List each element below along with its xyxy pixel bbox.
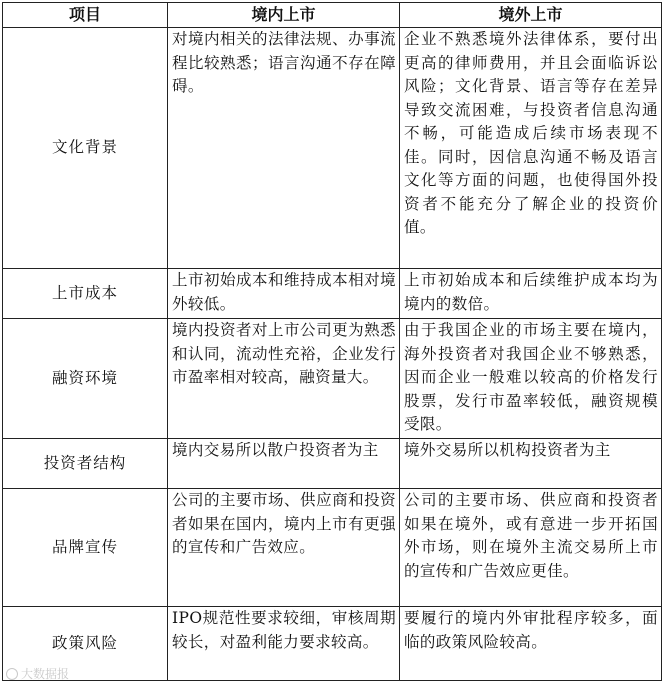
table-row	[3, 439, 662, 489]
row-label: 文化背景	[3, 28, 168, 269]
domestic-cell: 境内交易所以散户投资者为主	[168, 439, 400, 489]
table-row	[3, 489, 662, 607]
comparison-table	[2, 2, 662, 681]
domestic-cell: 境内投资者对上市公司更为熟悉和认同，流动性充裕，企业发行市盈率相对较高，融资量大。	[168, 319, 400, 439]
row-label: 融资环境	[3, 319, 168, 439]
overseas-cell: 企业不熟悉境外法律体系，要付出更高的律师费用，并且会面临诉讼风险；文化背景、语言等存在差异导致交流困难，与投资者信息沟通不畅，可能造成后续市场表现不佳。同时，因信息沟通不畅及语言文化等方面的问题，也使得国外投资者不能充分了解企业的投资价值。	[400, 28, 662, 269]
row-label: 投资者结构	[3, 439, 168, 489]
header-domestic: 境内上市	[168, 3, 400, 28]
brand-logo-icon	[6, 668, 18, 680]
domestic-cell: IPO规范性要求较细，审核周期较长，对盈利能力要求较高。	[168, 607, 400, 681]
table-row	[3, 269, 662, 319]
header-overseas: 境外上市	[400, 3, 662, 28]
overseas-cell: 上市初始成本和后续维护成本均为境内的数倍。	[400, 269, 662, 319]
table-header-row	[3, 3, 662, 28]
domestic-cell: 对境内相关的法律法规、办事流程比较熟悉；语言沟通不存在障碍。	[168, 28, 400, 269]
table-row	[3, 28, 662, 269]
overseas-cell: 境外交易所以机构投资者为主	[400, 439, 662, 489]
watermark	[6, 665, 69, 682]
overseas-cell: 由于我国企业的市场主要在境内，海外投资者对我国企业不够熟悉，因而企业一般难以较高的价格发行股票，发行市盈率较低，融资规模受限。	[400, 319, 662, 439]
header-item: 项目	[3, 3, 168, 28]
table-row	[3, 607, 662, 681]
row-label: 上市成本	[3, 269, 168, 319]
document	[2, 2, 661, 681]
domestic-cell: 上市初始成本和维持成本相对境外较低。	[168, 269, 400, 319]
row-label: 品牌宣传	[3, 489, 168, 607]
domestic-cell: 公司的主要市场、供应商和投资者如果在国内，境内上市有更强的宣传和广告效应。	[168, 489, 400, 607]
overseas-cell: 公司的主要市场、供应商和投资者如果在境外，或有意进一步开拓国外市场，则在境外主流交易所上市的宣传和广告效应更佳。	[400, 489, 662, 607]
row-label: 政策风险	[3, 607, 168, 681]
watermark-text: 大数据报	[21, 667, 70, 681]
table-row	[3, 319, 662, 439]
overseas-cell: 要履行的境内外审批程序较多，面临的政策风险较高。	[400, 607, 662, 681]
